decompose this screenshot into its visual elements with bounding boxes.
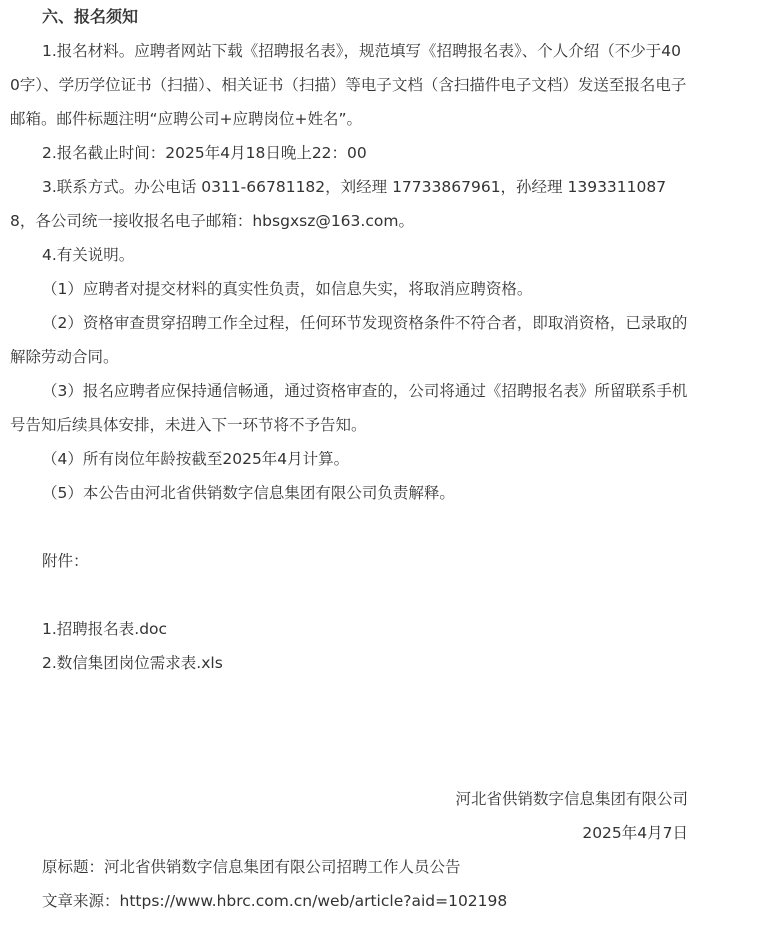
spacer [10, 510, 690, 544]
original-title: 原标题：河北省供销数字信息集团有限公司招聘工作人员公告 [42, 858, 461, 876]
article-source: 文章来源：https://www.hbrc.com.cn/web/article?aid=102198 [42, 892, 508, 910]
paragraph-notes-title: 4.有关说明。 [42, 246, 135, 264]
paragraph-deadline: 2.报名截止时间：2025年4月18日晚上22：00 [42, 144, 367, 162]
note-item-4: （4）所有岗位年龄按截至2025年4月计算。 [42, 450, 350, 468]
signature-company: 河北省供销数字信息集团有限公司 [455, 790, 688, 808]
paragraph-contact: 3.联系方式。办公电话 0311-66781182，刘经理 17733867961，孙经理 13933110878，各公司统一接收报名电子邮箱：hbsgxsz@163.com。 [10, 178, 667, 230]
note-item-1: （1）应聘者对提交材料的真实性负责，如信息失实，将取消应聘资格。 [42, 280, 533, 298]
spacer [10, 748, 690, 782]
note-item-2: （2）资格审查贯穿招聘工作全过程，任何环节发现资格条件不符合者，即取消资格，已录取的解除劳动合同。 [10, 314, 688, 366]
attachment-link-position-demand[interactable] [10, 646, 690, 680]
paragraph-registration-materials: 1.报名材料。应聘者网站下载《招聘报名表》，规范填写《招聘报名表》、个人介绍（不少于400字）、学历学位证书（扫描）、相关证书（扫描）等电子文档（含扫描件电子文档）发送至报名电子邮箱。邮件标题注明“应聘公司+应聘岗位+姓名”。 [10, 42, 687, 128]
section-heading: 六、报名须知 [42, 7, 139, 26]
spacer [10, 714, 690, 748]
note-item-5: （5）本公告由河北省供销数字信息集团有限公司负责解释。 [42, 484, 455, 502]
attachment-link-text[interactable]: 2.数信集团岗位需求表.xls [42, 654, 223, 672]
attachment-link-registration-form[interactable] [10, 612, 690, 646]
attachment-link-text[interactable]: 1.招聘报名表.doc [42, 620, 168, 638]
spacer [10, 680, 690, 714]
article-body [10, 0, 690, 918]
spacer [10, 578, 690, 612]
note-item-3: （3）报名应聘者应保持通信畅通，通过资格审查的，公司将通过《招聘报名表》所留联系手机号告知后续具体安排，未进入下一环节将不予告知。 [10, 382, 688, 434]
signature-date: 2025年4月7日 [582, 824, 688, 842]
attachments-label: 附件： [42, 552, 89, 570]
